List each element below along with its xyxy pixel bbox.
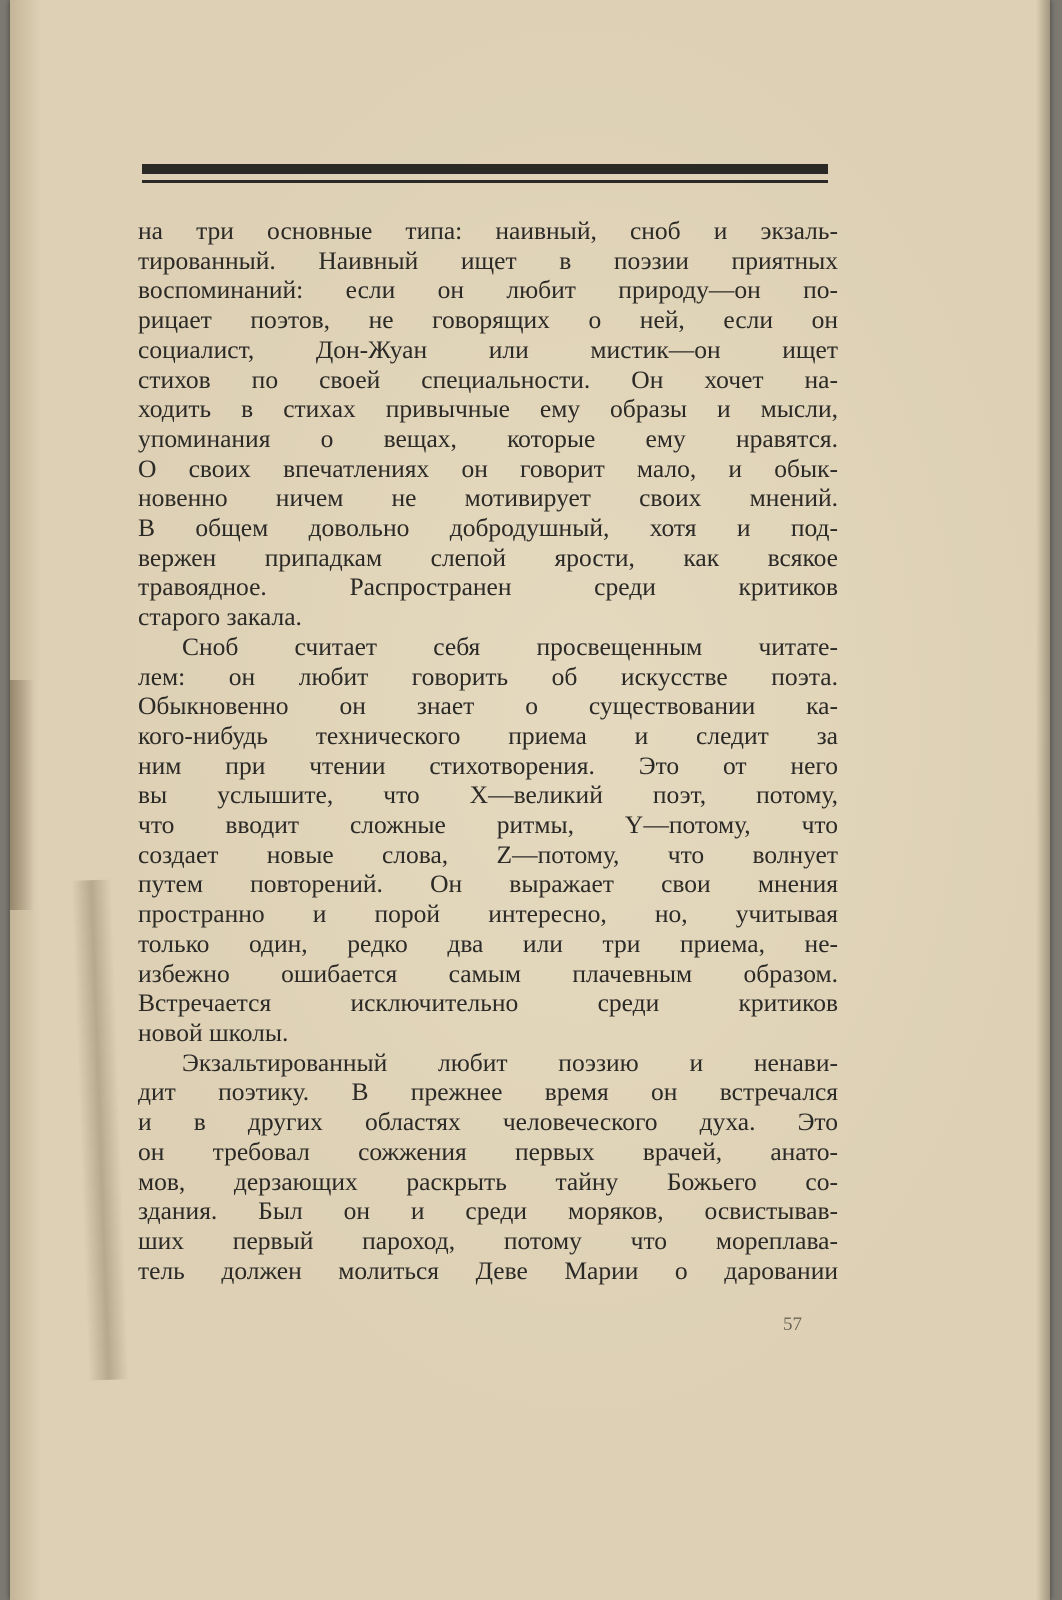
text-line: тель должен молиться Деве Марии о даровании bbox=[138, 1255, 838, 1285]
text-line: старого закала. bbox=[138, 602, 302, 632]
text-line: В общем довольно добродушный, хотя и под- bbox=[138, 513, 838, 543]
text-line: ним при чтении стихотворения. Это от него bbox=[138, 750, 838, 780]
text-line: кого-нибудь технического приема и следит за bbox=[138, 720, 838, 750]
text-line: он требовал сожжения первых врачей, анато- bbox=[138, 1136, 838, 1166]
text-line: новенно ничем не мотивирует своих мнений. bbox=[138, 483, 838, 513]
text-line: избежно ошибается самым плачевным образом. bbox=[138, 958, 838, 988]
text-line: О своих впечатлениях он говорит мало, и обык- bbox=[138, 453, 838, 483]
text-line: вы услышите, что X—великий поэт, потому, bbox=[138, 780, 838, 810]
text-line: Сноб считает себя просвещенным читате- bbox=[182, 631, 838, 661]
header-rule-thin bbox=[142, 180, 828, 183]
paragraph bbox=[138, 216, 838, 632]
text-line: и в других областях человеческого духа. Это bbox=[138, 1107, 838, 1137]
page-number: 57 bbox=[783, 1314, 802, 1335]
text-line: вержен припадкам слепой ярости, как всякое bbox=[138, 542, 838, 572]
paper-crease bbox=[71, 879, 128, 1380]
page-edge-shadow bbox=[1036, 0, 1050, 1600]
body-text bbox=[138, 216, 838, 1285]
text-line: здания. Был он и среди моряков, освистывав- bbox=[138, 1196, 838, 1226]
text-line: ших первый пароход, потому что мореплава- bbox=[138, 1225, 838, 1255]
text-line: травоядное. Распространен среди критиков bbox=[138, 572, 838, 602]
header-rule-thick bbox=[142, 164, 828, 174]
text-line: рицает поэтов, не говорящих о ней, если он bbox=[138, 305, 838, 335]
paragraph bbox=[138, 1048, 838, 1286]
text-line: Экзальтированный любит поэзию и ненави- bbox=[182, 1047, 838, 1077]
text-line: новой школы. bbox=[138, 1017, 289, 1047]
text-line: пространно и порой интересно, но, учитывая bbox=[138, 899, 838, 929]
paragraph bbox=[138, 632, 838, 1048]
text-line: Обыкновенно он знает о существовании ка- bbox=[138, 691, 838, 721]
text-line: тированный. Наивный ищет в поэзии приятных bbox=[138, 245, 838, 275]
binding-fold bbox=[10, 680, 34, 910]
text-line: что вводит сложные ритмы, Y—потому, что bbox=[138, 810, 838, 840]
text-line: создает новые слова, Z—потому, что волнует bbox=[138, 839, 838, 869]
text-line: лем: он любит говорить об искусстве поэта. bbox=[138, 661, 838, 691]
text-line: мов, дерзающих раскрыть тайну Божьего со- bbox=[138, 1166, 838, 1196]
book-page bbox=[10, 0, 1050, 1600]
text-line: на три основные типа: наивный, сноб и экзаль- bbox=[138, 216, 838, 245]
text-line: воспоминаний: если он любит природу—он по- bbox=[138, 275, 838, 305]
text-line: Встречается исключительно среди критиков bbox=[138, 988, 838, 1018]
text-line: путем повторений. Он выражает свои мнения bbox=[138, 869, 838, 899]
text-line: упоминания о вещах, которые ему нравятся. bbox=[138, 423, 838, 453]
text-line: только один, редко два или три приема, не- bbox=[138, 928, 838, 958]
text-line: дит поэтику. В прежнее время он встречался bbox=[138, 1077, 838, 1107]
text-line: стихов по своей специальности. Он хочет на- bbox=[138, 364, 838, 394]
text-line: ходить в стихах привычные ему образы и мысли, bbox=[138, 394, 838, 424]
text-line: социалист, Дон-Жуан или мистик—он ищет bbox=[138, 334, 838, 364]
